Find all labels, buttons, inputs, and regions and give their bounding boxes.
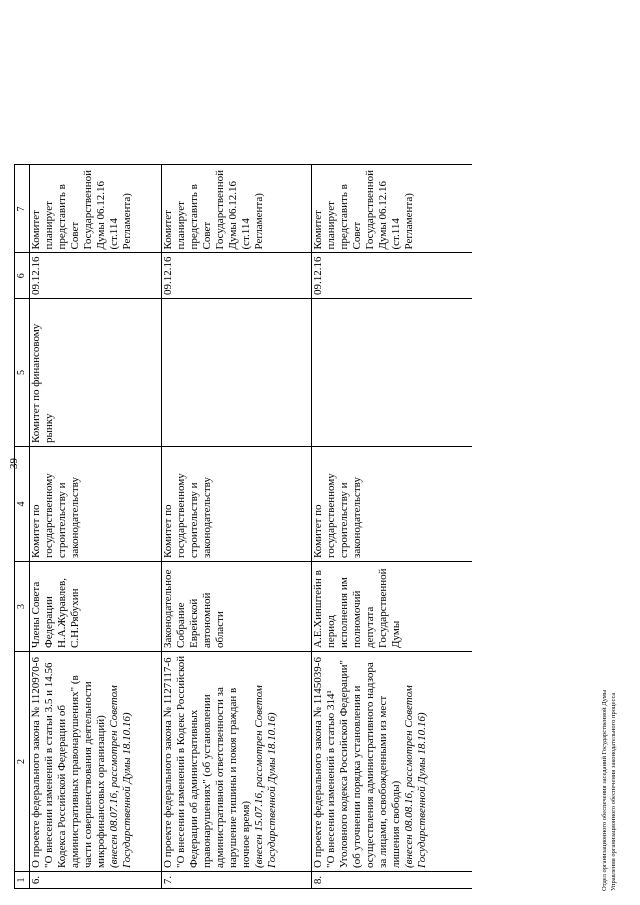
footer xyxy=(600,690,618,891)
bill-body: "О внесении изменений в статьи 3.5 и 14.56 Кодекса Российской Федерации об административных правонарушениях" (в части совершенствования деятельности микрофинансовых организаций) xyxy=(43,662,107,868)
plan-cell: Комитет планирует представить в Совет Государственной Думы 06.12.16 (ст.114 Регламента) xyxy=(312,165,472,253)
column-header: 7 xyxy=(15,165,30,253)
footer-line: Отдел организационного обеспечения заседаний Государственной Думы xyxy=(601,689,608,891)
bill-body: "О внесении изменений в Кодекс Российской Федерации об административных правонарушениях" (об установлении административной ответственности за нарушение тишины и покоя граждан в ночное время) xyxy=(175,655,252,868)
column-header: 1 xyxy=(15,872,30,889)
committee-cell: Комитет по государственному строительству и законодательству xyxy=(162,447,312,562)
row-number: 6. xyxy=(30,872,162,889)
date-cell: 09.12.16 xyxy=(312,253,472,299)
committee-cell: Комитет по государственному строительству и законодательству xyxy=(312,447,472,562)
bill-description xyxy=(312,652,472,872)
page-number: 39 xyxy=(8,458,20,469)
date-cell: 09.12.16 xyxy=(30,253,162,299)
initiator-cell: А.Е.Хинштейн в период исполнения им полномочий депутата Государственной Думы xyxy=(312,562,472,652)
bill-title: О проекте федерального закона № 1120970-6 xyxy=(30,657,42,868)
table-row xyxy=(30,165,162,889)
initiator-cell: Члены Совета Федерации Н.А.Журавлев, С.Н.Рябухин xyxy=(30,562,162,652)
plan-cell: Комитет планирует представить в Совет Государственной Думы 06.12.16 (ст.114 Регламента) xyxy=(30,165,162,253)
column-header: 4 xyxy=(15,447,30,562)
row-number: 8. xyxy=(312,872,472,889)
bill-title: О проекте федерального закона № 1145039-6 xyxy=(312,657,324,868)
date-cell: 09.12.16 xyxy=(162,253,312,299)
bill-note: (внесен 08.07.16, рассмотрен Советом Государственной Думы 18.10.16) xyxy=(108,685,133,868)
table-header-row xyxy=(15,165,30,889)
column-header: 3 xyxy=(15,562,30,652)
bill-description xyxy=(30,652,162,872)
committee-cell: Комитет по государственному строительству и законодательству xyxy=(30,447,162,562)
bill-body: "О внесении изменений в статью 314¹ Уголовного кодекса Российской Федерации" (об уточнении порядка установления и осуществления административного надзора за лицами, освобожденными из мест лишения свободы) xyxy=(325,659,402,868)
bill-title: О проекте федерального закона № 1127117-6 xyxy=(162,657,174,868)
table-row xyxy=(312,165,472,889)
column-header: 6 xyxy=(15,253,30,299)
initiator-cell: Законодательное Собрание Еврейской автономной области xyxy=(162,562,312,652)
bill-note: (внесен 08.08.16, рассмотрен Советом Государственной Думы 18.10.16) xyxy=(403,685,428,868)
plan-cell: Комитет планирует представить в Совет Государственной Думы 06.12.16 (ст.114 Регламента) xyxy=(162,165,312,253)
bill-note: (внесен 15.07.16, рассмотрен Советом Государственной Думы 18.10.16) xyxy=(253,685,278,868)
bill-description xyxy=(162,652,312,872)
column-header: 2 xyxy=(15,652,30,872)
co-committee-cell: Комитет по финансовому рынку xyxy=(30,299,162,447)
co-committee-cell xyxy=(162,299,312,447)
table-row xyxy=(162,165,312,889)
co-committee-cell xyxy=(312,299,472,447)
column-header: 5 xyxy=(15,299,30,447)
row-number: 7. xyxy=(162,872,312,889)
bills-table xyxy=(14,165,472,890)
footer-line: Управления организационного обеспечения законодательного процесса xyxy=(610,692,617,891)
